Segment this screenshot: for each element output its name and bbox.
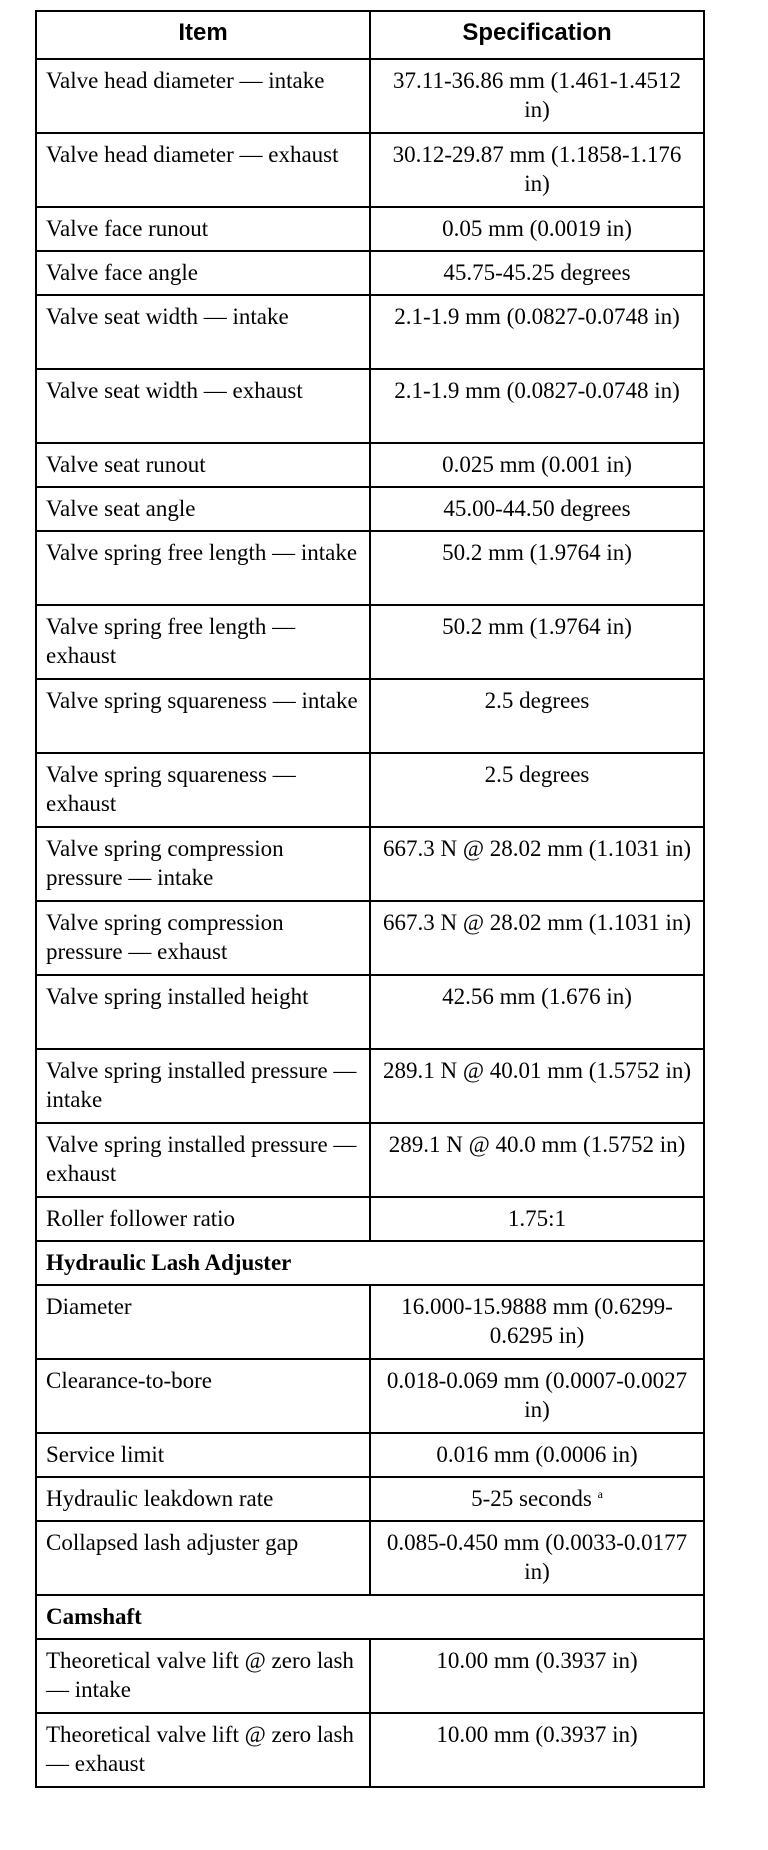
spec-cell: 16.000-15.9888 mm (0.6299-0.6295 in) xyxy=(370,1285,704,1359)
section-row-hydraulic-lash-adjuster xyxy=(36,1241,704,1285)
table-row xyxy=(36,133,704,207)
item-cell: Diameter xyxy=(36,1285,370,1359)
spec-value: 5-25 seconds xyxy=(471,1486,592,1511)
spec-cell: 289.1 N @ 40.01 mm (1.5752 in) xyxy=(370,1049,704,1123)
item-cell: Valve spring compression pressure — exhaust xyxy=(36,901,370,975)
table-row xyxy=(36,1639,704,1713)
spec-cell: 289.1 N @ 40.0 mm (1.5752 in) xyxy=(370,1123,704,1197)
item-cell: Valve seat angle xyxy=(36,487,370,531)
spec-cell: 0.05 mm (0.0019 in) xyxy=(370,207,704,251)
item-cell: Valve spring squareness — intake xyxy=(36,679,370,753)
item-cell: Valve spring squareness — exhaust xyxy=(36,753,370,827)
spec-cell: 42.56 mm (1.676 in) xyxy=(370,975,704,1049)
table-row xyxy=(36,1359,704,1433)
item-cell: Valve spring free length — exhaust xyxy=(36,605,370,679)
spec-cell: 50.2 mm (1.9764 in) xyxy=(370,531,704,605)
item-cell: Service limit xyxy=(36,1433,370,1477)
spec-cell: 37.11-36.86 mm (1.461-1.4512 in) xyxy=(370,59,704,133)
spec-cell xyxy=(370,1477,704,1521)
spec-cell: 2.1-1.9 mm (0.0827-0.0748 in) xyxy=(370,369,704,443)
item-cell: Valve head diameter — intake xyxy=(36,59,370,133)
spec-cell: 667.3 N @ 28.02 mm (1.1031 in) xyxy=(370,827,704,901)
table-row xyxy=(36,1521,704,1595)
table-header-row xyxy=(36,11,704,59)
item-cell: Roller follower ratio xyxy=(36,1197,370,1241)
table-row xyxy=(36,1197,704,1241)
section-row-camshaft xyxy=(36,1595,704,1639)
table-row xyxy=(36,487,704,531)
item-cell: Valve spring installed pressure — intake xyxy=(36,1049,370,1123)
spec-cell: 667.3 N @ 28.02 mm (1.1031 in) xyxy=(370,901,704,975)
item-cell: Valve seat width — intake xyxy=(36,295,370,369)
item-cell: Valve face runout xyxy=(36,207,370,251)
item-cell: Theoretical valve lift @ zero lash — intake xyxy=(36,1639,370,1713)
table-row xyxy=(36,1123,704,1197)
table-row xyxy=(36,1713,704,1787)
item-cell: Theoretical valve lift @ zero lash — exhaust xyxy=(36,1713,370,1787)
spec-cell: 10.00 mm (0.3937 in) xyxy=(370,1639,704,1713)
spec-cell: 2.5 degrees xyxy=(370,679,704,753)
spec-cell: 45.75-45.25 degrees xyxy=(370,251,704,295)
table-row xyxy=(36,975,704,1049)
item-cell: Valve seat width — exhaust xyxy=(36,369,370,443)
spec-cell: 0.016 mm (0.0006 in) xyxy=(370,1433,704,1477)
table-row xyxy=(36,1285,704,1359)
column-header-specification: Specification xyxy=(370,11,704,59)
table-row xyxy=(36,827,704,901)
spec-cell: 2.5 degrees xyxy=(370,753,704,827)
item-cell: Valve spring compression pressure — intake xyxy=(36,827,370,901)
item-cell: Valve spring installed pressure — exhaust xyxy=(36,1123,370,1197)
table-row xyxy=(36,295,704,369)
item-cell: Valve spring free length — intake xyxy=(36,531,370,605)
spec-cell: 1.75:1 xyxy=(370,1197,704,1241)
table-row xyxy=(36,443,704,487)
item-cell: Clearance-to-bore xyxy=(36,1359,370,1433)
spec-cell: 0.025 mm (0.001 in) xyxy=(370,443,704,487)
table-row xyxy=(36,1433,704,1477)
footnote-marker: a xyxy=(597,1487,603,1501)
table-row xyxy=(36,207,704,251)
valve-specification-table xyxy=(35,10,705,1788)
table-row xyxy=(36,679,704,753)
table-row xyxy=(36,1049,704,1123)
section-heading: Hydraulic Lash Adjuster xyxy=(36,1241,704,1285)
spec-cell: 50.2 mm (1.9764 in) xyxy=(370,605,704,679)
item-cell: Valve face angle xyxy=(36,251,370,295)
table-row xyxy=(36,605,704,679)
item-cell: Valve head diameter — exhaust xyxy=(36,133,370,207)
spec-cell: 10.00 mm (0.3937 in) xyxy=(370,1713,704,1787)
item-cell: Valve spring installed height xyxy=(36,975,370,1049)
spec-cell: 30.12-29.87 mm (1.1858-1.176 in) xyxy=(370,133,704,207)
item-cell: Hydraulic leakdown rate xyxy=(36,1477,370,1521)
table-row xyxy=(36,901,704,975)
column-header-item: Item xyxy=(36,11,370,59)
spec-cell: 45.00-44.50 degrees xyxy=(370,487,704,531)
item-cell: Collapsed lash adjuster gap xyxy=(36,1521,370,1595)
table-row xyxy=(36,531,704,605)
table-row xyxy=(36,753,704,827)
table-row xyxy=(36,1477,704,1521)
section-heading: Camshaft xyxy=(36,1595,704,1639)
item-cell: Valve seat runout xyxy=(36,443,370,487)
table-row xyxy=(36,59,704,133)
spec-cell: 0.018-0.069 mm (0.0007-0.0027 in) xyxy=(370,1359,704,1433)
table-row xyxy=(36,369,704,443)
spec-cell: 2.1-1.9 mm (0.0827-0.0748 in) xyxy=(370,295,704,369)
table-row xyxy=(36,251,704,295)
spec-cell: 0.085-0.450 mm (0.0033-0.0177 in) xyxy=(370,1521,704,1595)
